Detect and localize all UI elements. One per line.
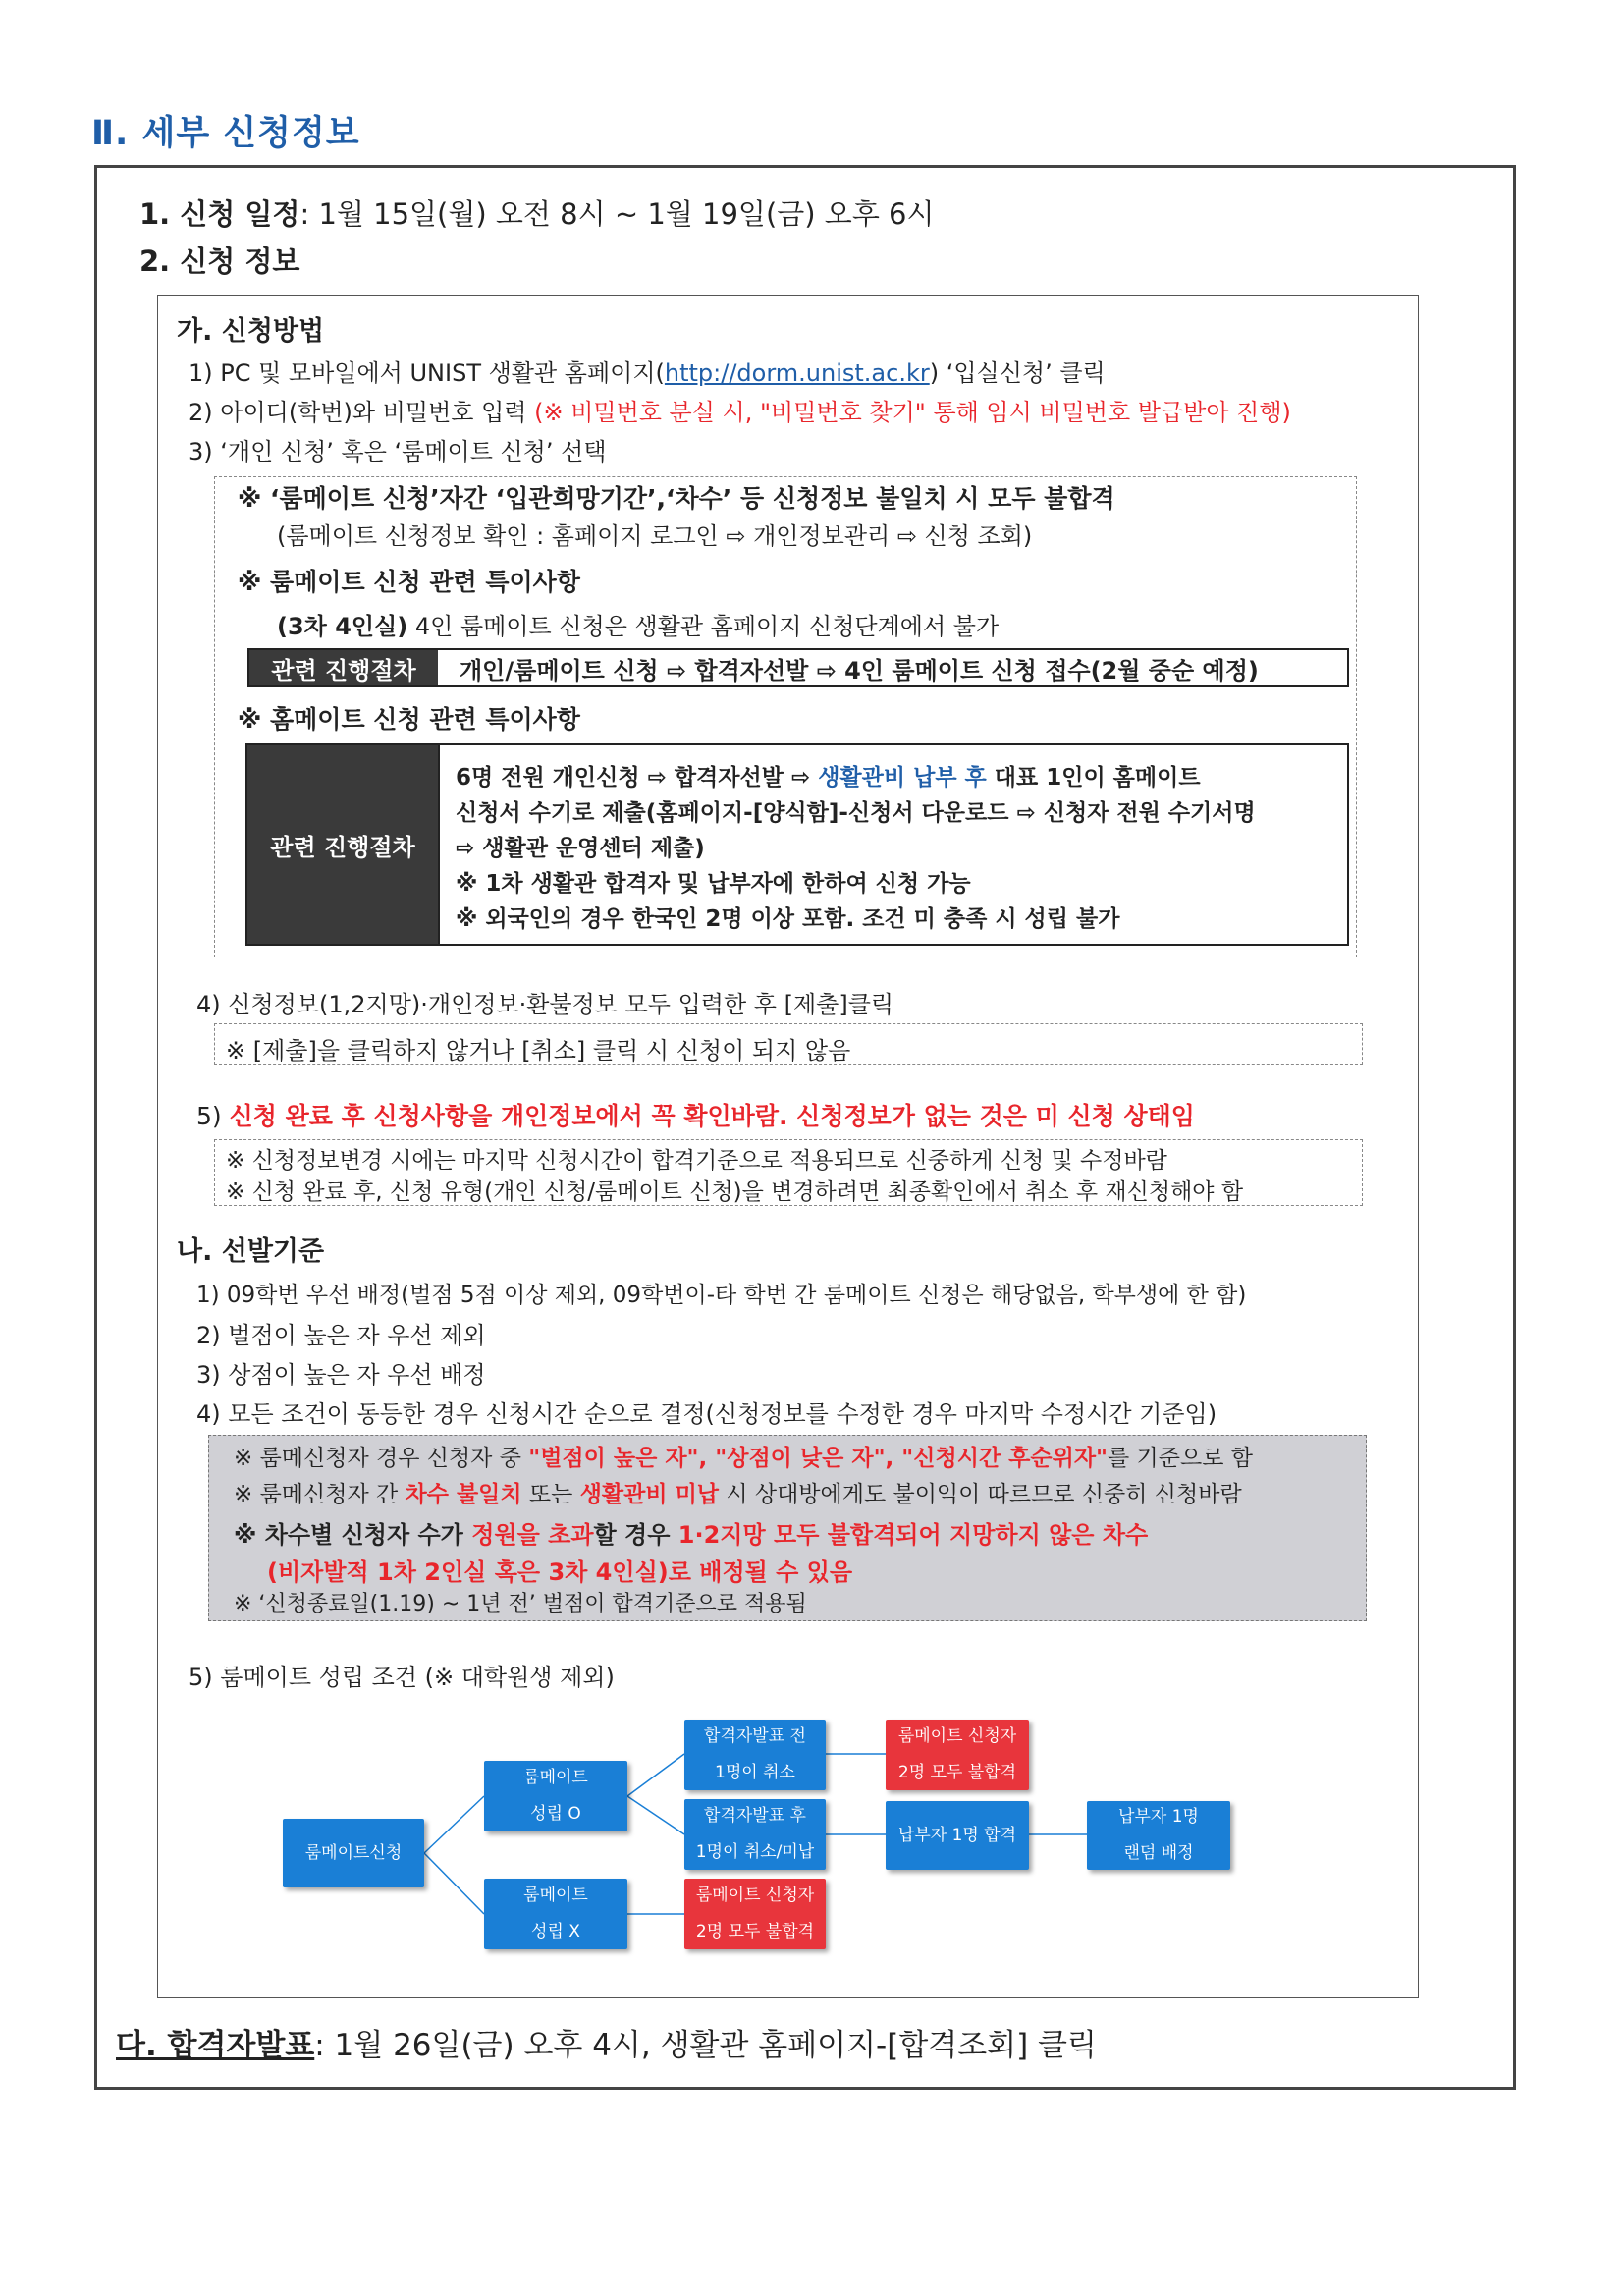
process-text: 개인/룸메이트 신청 ⇨ 합격자선발 ⇨ 4인 룸메이트 신청 접수(2월 중순 예정)	[460, 656, 1259, 684]
step-2: 2) 아이디(학번)와 비밀번호 입력 (※ 비밀번호 분실 시, "비밀번호 찾기" 통해 임시 비밀번호 발급받아 진행)	[189, 399, 1291, 426]
flow-both-fail-2: 룸메이트 신청자 2명 모두 불합격	[684, 1879, 826, 1949]
flow-payer-pass: 납부자 1명 합격	[886, 1801, 1029, 1870]
criteria-note-3: ※ 차수별 신청자 수가 정원을 초과할 경우 1·2지망 모두 불합격되어 지망하지 않은 차수	[234, 1521, 1149, 1549]
application-info-title: 2. 신청 정보	[139, 245, 300, 278]
criteria-3: 3) 상점이 높은 자 우선 배정	[196, 1361, 486, 1389]
criteria-note-2: ※ 룸메신청자 간 차수 불일치 또는 생활관비 미납 시 상대방에게도 불이익이 따르므로 신중히 신청바람	[234, 1482, 1242, 1507]
flow-before-announcement: 합격자발표 전 1명이 취소	[684, 1720, 826, 1790]
mismatch-note: ※ ‘룸메이트 신청’자간 ‘입관희망기간’,‘차수’ 등 신청정보 불일치 시 모두 불합격	[238, 484, 1115, 513]
criteria-note-4: ※ ‘신청종료일(1.19) ~ 1년 전’ 벌점이 합격기준으로 적용됨	[234, 1592, 807, 1616]
flow-random-assign: 납부자 1명 랜덤 배정	[1087, 1801, 1230, 1870]
step-5-note-2: ※ 신청 완료 후, 신청 유형(개인 신청/룸메이트 신청)을 변경하려면 최종확인에서 취소 후 재신청해야 함	[226, 1179, 1244, 1205]
step-4-note: ※ [제출]을 클릭하지 않거나 [취소] 클릭 시 신청이 되지 않음	[226, 1037, 851, 1065]
flow-roommate-formed: 룸메이트 성립 O	[484, 1761, 627, 1831]
step-4: 4) 신청정보(1,2지망)·개인정보·환불정보 모두 입력한 후 [제출]클릭	[196, 991, 894, 1018]
criteria-4: 4) 모든 조건이 동등한 경우 신청시간 순으로 결정(신청정보를 수정한 경우 마지막 수정시간 기준임)	[196, 1400, 1217, 1428]
step-5: 5) 신청 완료 후 신청사항을 개인정보에서 꼭 확인바람. 신청정보가 없는 것은 미 신청 상태임	[196, 1102, 1195, 1130]
criteria-note-3-cont: (비자발적 1차 2인실 혹은 3차 4인실)로 배정될 수 있음	[267, 1558, 853, 1586]
mismatch-note-sub: (룸메이트 신청정보 확인 : 홈페이지 로그인 ⇨ 개인정보관리 ⇨ 신청 조회)	[277, 522, 1033, 550]
process-label: 관련 진행절차	[249, 650, 438, 685]
flow-after-announcement: 합격자발표 후 1명이 취소/미납	[684, 1799, 826, 1870]
roommate-special-title: ※ 룸메이트 신청 관련 특이사항	[238, 568, 580, 596]
homemate-line-4: ※ 1차 생활관 합격자 및 납부자에 한하여 신청 가능	[456, 871, 971, 897]
homemate-special-title: ※ 홈메이트 신청 관련 특이사항	[238, 705, 580, 734]
flow-both-fail-1: 룸메이트 신청자 2명 모두 불합격	[886, 1720, 1029, 1790]
selection-criteria-title: 나. 선발기준	[177, 1236, 325, 1267]
step-5-note-1: ※ 신청정보변경 시에는 마지막 신청시간이 합격기준으로 적용되므로 신중하게 신청 및 수정바람	[226, 1148, 1167, 1174]
criteria-note-1: ※ 룸메신청자 경우 신청자 중 "벌점이 높은 자", "상점이 낮은 자", "신청시간 후순위자"를 기준으로 함	[234, 1446, 1253, 1471]
step-1: 1) PC 및 모바일에서 UNIST 생활관 홈페이지(http://dorm.unist.ac.kr) ‘입실신청’ 클릭	[189, 359, 1106, 387]
method-title: 가. 신청방법	[177, 316, 325, 347]
homemate-line-2: 신청서 수기로 제출(홈페이지-[양식함]-신청서 다운로드 ⇨ 신청자 전원 수기서명	[456, 800, 1256, 826]
homemate-process-label: 관련 진행절차	[247, 745, 438, 944]
announcement: 다. 합격자발표: 1월 26일(금) 오후 4시, 생활관 홈페이지-[합격조회] 클릭	[116, 2028, 1097, 2063]
section-heading: Ⅱ. 세부 신청정보	[91, 114, 360, 153]
criteria-2: 2) 벌점이 높은 자 우선 제외	[196, 1322, 486, 1349]
homemate-line-3: ⇨ 생활관 운영센터 제출)	[456, 836, 705, 861]
application-schedule: 1. 신청 일정: 1월 15일(월) 오전 8시 ~ 1월 19일(금) 오후 6시	[139, 197, 935, 231]
criteria-5: 5) 룸메이트 성립 조건 (※ 대학원생 제외)	[189, 1664, 615, 1691]
roommate-special-note: (3차 4인실) 4인 룸메이트 신청은 생활관 홈페이지 신청단계에서 불가	[277, 613, 1000, 640]
homemate-line-1: 6명 전원 개인신청 ⇨ 합격자선발 ⇨ 생활관비 납부 후 대표 1인이 홈메이트	[456, 765, 1201, 791]
flow-roommate-apply: 룸메이트신청	[283, 1819, 424, 1887]
step-3: 3) ‘개인 신청’ 혹은 ‘룸메이트 신청’ 선택	[189, 438, 607, 465]
dorm-link[interactable]: http://dorm.unist.ac.kr	[664, 359, 930, 387]
flow-roommate-not-formed: 룸메이트 성립 X	[484, 1879, 627, 1949]
criteria-1: 1) 09학번 우선 배정(벌점 5점 이상 제외, 09학번이-타 학번 간 룸메이트 신청은 해당없음, 학부생에 한 함)	[196, 1283, 1247, 1308]
homemate-line-5: ※ 외국인의 경우 한국인 2명 이상 포함. 조건 미 충족 시 성립 불가	[456, 906, 1120, 932]
